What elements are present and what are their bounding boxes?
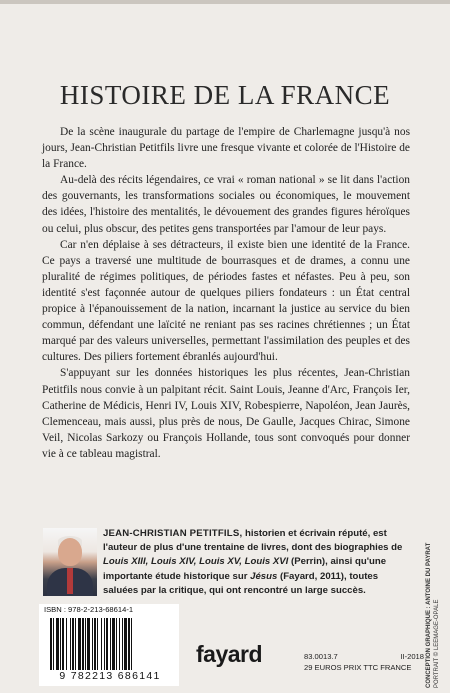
book-title: HISTOIRE DE LA FRANCE: [59, 80, 391, 110]
credits: [425, 543, 441, 688]
price: 29 EUROS PRIX TTC FRANCE: [304, 663, 412, 672]
author-portrait: [43, 528, 97, 596]
author-name: JEAN-CHRISTIAN PETITFILS,: [103, 528, 243, 539]
author-bio-part: historien et écrivain réputé, est l'auteur de plus d'une trentaine de livres, dont des biographies de: [103, 528, 403, 554]
isbn-label: ISBN : 978-2-213-68614-1: [44, 605, 134, 614]
print-date: II-2018: [400, 652, 424, 661]
author-bio-part: (Fayard, 2011), toutes saluées par la critique, qui ont rencontré un large succès.: [103, 570, 379, 596]
author-jesus: Jésus: [250, 570, 278, 582]
blurb-paragraph: Au-delà des récits légendaires, ce vrai « roman national » se lit dans l'action des gouvernants, les transformations sociales ou économiques, le mouvement des idées, l'histoire des mentalités, le dévouement des grandes figures héroïques ou celui, plus obscur, des petites gens transportées par l'amour de leur pays.: [42, 174, 410, 235]
barcode-icon: [50, 618, 168, 670]
author-books: Louis XIII, Louis XIV, Louis XV, Louis XVI: [103, 556, 289, 568]
blurb-paragraph: Car n'en déplaise à ses détracteurs, il existe bien une identité de la France. Ce pays a traversé une multitude de bourrasques et de drames, a connu une pluralité de régimes politiques, de périodes fastes et néfastes. Peu à peu, son identité s'est façonnée autour de quelques piliers fondateurs : un État central propice à l'épanouissement de la nation, incarnant la justice au service du bien commun, défendant une laïcité ne reniant pas ses racines chrétiennes ; un État marqué par des valeurs universelles, permettant l'assimilation des peuples et des cultures. Des piliers fortement ébranlés aujourd'hui.: [42, 238, 410, 364]
blurb-paragraph: De la scène inaugurale du partage de l'empire de Charlemagne jusqu'à nos jours, Jean-Christian Petitfils livre une fresque vivante et colorée de l'Histoire de la France.: [42, 126, 410, 171]
author-bio-part: (Perrin), ainsi qu'une importante étude historique sur: [103, 556, 387, 582]
top-edge: [0, 0, 450, 4]
barcode-digits: 9 782213 686141: [59, 670, 161, 682]
design-credit: CONCEPTION GRAPHIQUE : ANTOINE DU PAYRAT: [426, 542, 432, 688]
author-block: [43, 528, 409, 598]
author-bio: [103, 527, 409, 598]
blurb-paragraph: S'appuyant sur les données historiques les plus récentes, Jean-Christian Petitfils nous convie à un palpitant récit. Saint Louis, Jeanne d'Arc, François Ier, Catherine de Médicis, Henri IV, Louis XIV, Robespierre, Napoléon, Jean Jaurès, Clemenceau, mais aussi, plus près de nous, De Gaulle, Jacques Chirac, Simone Veil, Nicolas Sarkozy ou François Hollande, tous sont convoqués pour donner vie à ce tableau magistral.: [42, 367, 410, 460]
product-code: 83.0013.7: [304, 652, 338, 661]
price-info: [304, 651, 424, 673]
portrait-credit: PORTRAIT © LEEMAGE-OPALE: [434, 599, 440, 688]
publisher-logo: fayard: [196, 641, 263, 667]
blurb: [42, 124, 410, 462]
